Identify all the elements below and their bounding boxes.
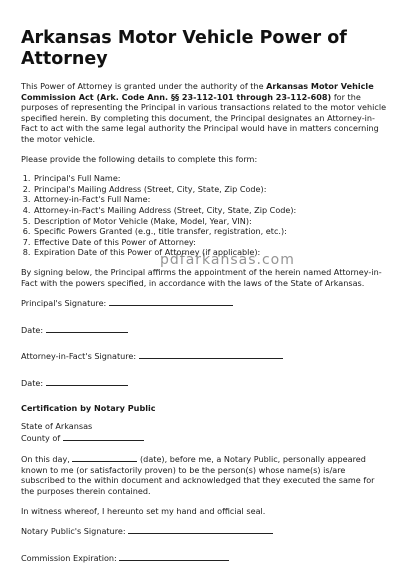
notary-signature-label: Notary Public's Signature: (21, 526, 129, 537)
statement-after: (date), before me, a Notary Public, personally appeared known to me (or satisfactorily proven) to be the person(s) whose name(s) is/are subscribed to the within document and acknowledged that they executed the same for the purposes therein contained. (21, 454, 375, 497)
statement-before: On this day, (21, 454, 73, 465)
commission-row (21, 552, 387, 564)
county-label: County of (21, 432, 63, 443)
list-item: 3. Attorney-in-Fact's Full Name: (33, 194, 387, 205)
principal-signature-line[interactable] (109, 297, 233, 306)
list-item: 2. Principal's Mailing Address (Street, City, State, Zip Code): (33, 184, 387, 195)
date-line-1[interactable] (46, 324, 128, 333)
list-item: 4. Attorney-in-Fact's Mailing Address (Street, City, State, Zip Code): (33, 205, 387, 216)
notary-statement (21, 453, 387, 496)
intro-text-before: This Power of Attorney is granted under the authority of the (21, 81, 267, 91)
document-title: Arkansas Motor Vehicle Power of Attorney (21, 28, 347, 69)
state-text: State of Arkansas (21, 421, 93, 432)
attorney-signature-row (21, 350, 387, 362)
attorney-signature-label: Attorney-in-Fact's Signature: (21, 351, 139, 362)
affirmation-paragraph: By signing below, the Principal affirms the appointment of the herein named Attorney-in-Fact with the powers specified, in accordance with the laws of the State of Arkansas. (21, 266, 382, 288)
intro-text-after: for the purposes of representing the Principal in various transactions related to the motor vehicle specified herein. By completing this document, the Principal designates an Attorney-in-Fact to act with the same legal authority the Principal would have in matters concerning the motor vehicle. (21, 91, 387, 144)
principal-signature-row (21, 297, 387, 309)
fields-list (21, 173, 387, 258)
notary-date-line[interactable] (72, 453, 137, 462)
statute-reference: Arkansas Motor Vehicle Commission Act (Ark. Code Ann. §§ 23-112-101 through 23-112-608) (21, 81, 374, 102)
list-item: 1. Principal's Full Name: (33, 173, 387, 184)
instructions-text: Please provide the following details to complete this form: (21, 153, 258, 164)
list-item: 5. Description of Motor Vehicle (Make, Model, Year, VIN): (33, 216, 387, 227)
list-item: 7. Effective Date of this Power of Attorney: (33, 237, 387, 248)
witness-text: In witness whereof, I hereunto set my hand and official seal. (21, 505, 266, 516)
date-label-1: Date: (21, 324, 46, 335)
venue-block (21, 421, 387, 443)
date-label-2: Date: (21, 377, 46, 388)
county-line[interactable] (63, 432, 144, 441)
document-page (21, 28, 387, 578)
notary-signature-row (21, 525, 387, 537)
principal-signature-label: Principal's Signature: (21, 298, 109, 309)
intro-paragraph (21, 81, 387, 145)
commission-line[interactable] (119, 552, 229, 561)
list-item: 6. Specific Powers Granted (e.g., title transfer, registration, etc.): (33, 226, 387, 237)
date-line-2[interactable] (46, 377, 128, 386)
date-row-1 (21, 324, 387, 336)
list-item: 8. Expiration Date of this Power of Attorney (if applicable): (33, 247, 387, 258)
notary-signature-line[interactable] (128, 525, 273, 534)
date-row-2 (21, 377, 387, 389)
notary-heading: Certification by Notary Public (21, 403, 156, 414)
attorney-signature-line[interactable] (139, 350, 283, 359)
watermark: pdfarkansas.com (160, 252, 295, 268)
commission-label: Commission Expiration: (21, 552, 120, 563)
